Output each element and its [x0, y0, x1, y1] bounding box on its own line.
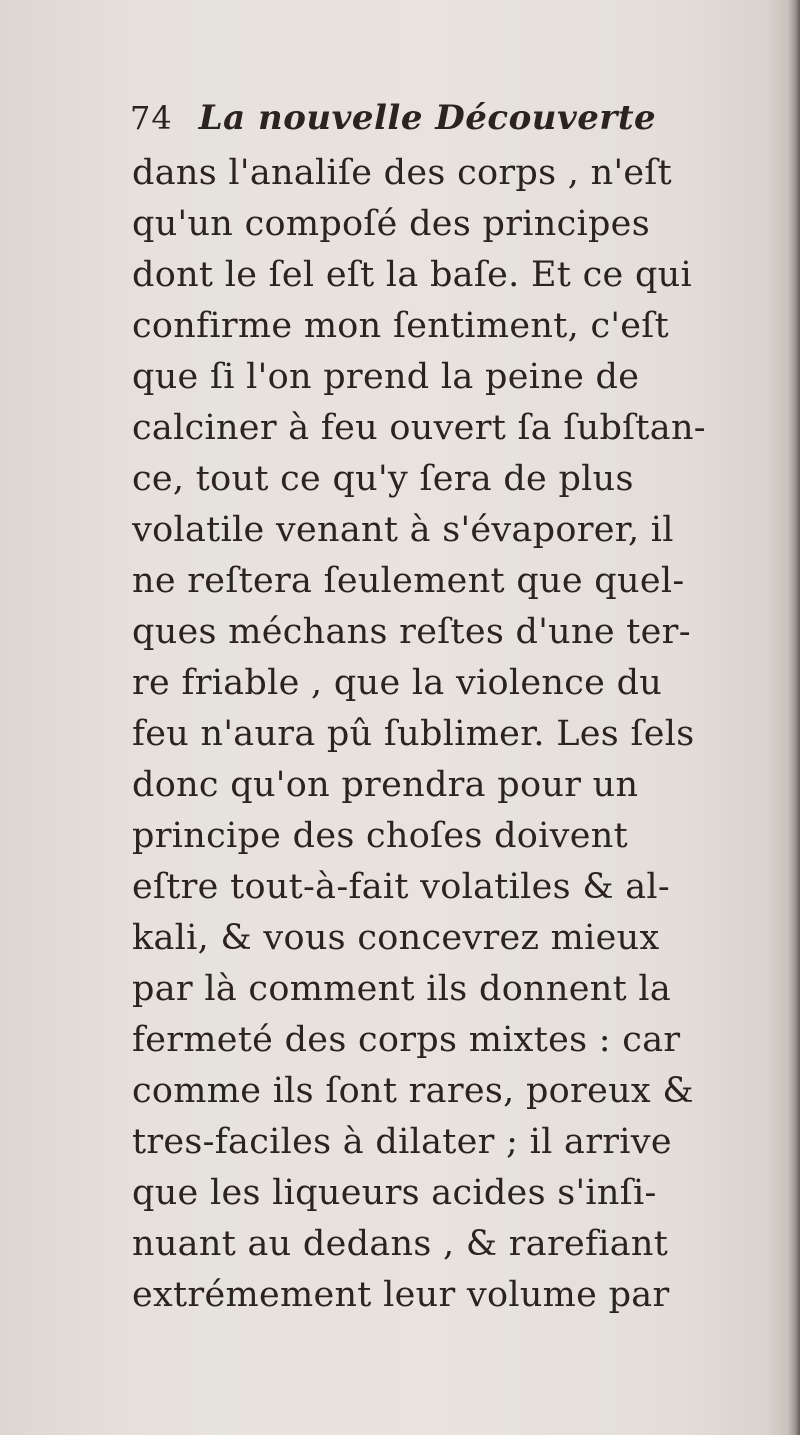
text-line: dont le ſel eſt la baſe. Et ce qui: [132, 255, 692, 295]
text-line: que les liqueurs acides s'inſi-: [132, 1173, 657, 1213]
text-line: donc qu'on prendra pour un: [132, 765, 639, 805]
text-line: re friable , que la violence du: [132, 663, 663, 703]
text-line: ques méchans reſtes d'une ter-: [132, 612, 691, 652]
text-line: ce, tout ce qu'y ſera de plus: [132, 459, 634, 499]
text-line: par là comment ils donnent la: [132, 969, 672, 1009]
text-line: confirme mon ſentiment, c'eſt: [132, 306, 669, 346]
body-text: [132, 148, 782, 1321]
text-line: ne reſtera ſeulement que quel-: [132, 561, 685, 601]
text-line: volatile venant à s'évaporer, il: [132, 510, 674, 550]
text-line: dans l'analiſe des corps , n'eſt: [132, 153, 673, 193]
page-number: 74: [130, 99, 173, 137]
text-line: kali, & vous concevrez mieux: [132, 918, 660, 958]
text-line: principe des choſes doivent: [132, 816, 628, 856]
text-line: que ſi l'on prend la peine de: [132, 357, 640, 397]
text-line: calciner à feu ouvert ſa ſubſtan-: [132, 408, 706, 448]
text-line: nuant au dedans , & rarefiant: [132, 1224, 669, 1264]
text-line: fermeté des corps mixtes : car: [132, 1020, 681, 1060]
text-line: feu n'aura pû ſublimer. Les ſels: [132, 714, 695, 754]
text-line: qu'un compoſé des principes: [132, 204, 650, 244]
text-line: comme ils ſont rares, poreux &: [132, 1071, 694, 1111]
text-line: eſtre tout-à-fait volatiles & al-: [132, 867, 670, 907]
running-title: La nouvelle Découverte: [198, 98, 657, 138]
page-header: [130, 98, 656, 150]
text-line: tres-faciles à dilater ; il arrive: [132, 1122, 672, 1162]
page-edge-shadow: [788, 0, 800, 1435]
text-line: extrémement leur volume par: [132, 1275, 670, 1315]
